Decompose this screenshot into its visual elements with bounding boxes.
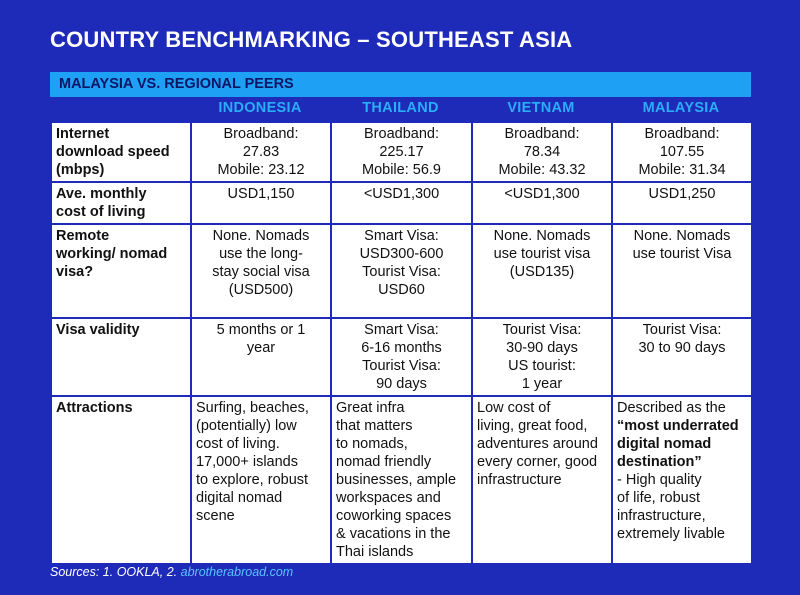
page-title: COUNTRY BENCHMARKING – SOUTHEAST ASIA	[50, 27, 573, 52]
row-label-cost-of-living: Ave. monthly cost of living	[51, 182, 191, 224]
sources-link[interactable]: abrotherabroad.com	[180, 565, 294, 579]
table-row-visa-validity	[51, 318, 752, 396]
table-row-internet-speed	[51, 122, 752, 182]
cell-thailand-cost: <USD1,300	[331, 182, 472, 224]
row-label-nomad-visa: Remote working/ nomad visa?	[51, 224, 191, 318]
cell-malaysia-attractions	[612, 396, 752, 564]
benchmark-table	[50, 121, 753, 565]
cell-vietnam-internet: Broadband: 78.34 Mobile: 43.32	[472, 122, 612, 182]
cell-indonesia-visa: None. Nomads use the long- stay social visa (USD500)	[191, 224, 331, 318]
row-label-visa-validity: Visa validity	[51, 318, 191, 396]
sources-prefix: Sources: 1. OOKLA, 2.	[50, 565, 181, 579]
malaysia-attraction-intro: Described as the	[617, 400, 726, 416]
cell-vietnam-visa: None. Nomads use tourist visa (USD135)	[472, 224, 612, 318]
cell-indonesia-attractions: Surfing, beaches, (potentially) low cost of living. 17,000+ islands to explore, robust digital nomad scene	[191, 396, 331, 564]
cell-thailand-visa: Smart Visa: USD300-600 Tourist Visa: USD60	[331, 224, 472, 318]
cell-malaysia-visa: None. Nomads use tourist Visa	[612, 224, 752, 318]
section-subtitle: MALAYSIA VS. REGIONAL PEERS	[50, 72, 751, 97]
row-label-internet-speed: Internet download speed (mbps)	[51, 122, 191, 182]
malaysia-attraction-highlight: “most underrated digital nomad destination”	[617, 418, 739, 470]
table-row-nomad-visa	[51, 224, 752, 318]
table-row-attractions	[51, 396, 752, 564]
cell-thailand-internet: Broadband: 225.17 Mobile: 56.9	[331, 122, 472, 182]
malaysia-attraction-rest: - High quality of life, robust infrastructure, extremely livable	[617, 472, 725, 542]
sources-footnote	[50, 565, 293, 579]
cell-thailand-attractions: Great infra that matters to nomads, nomad friendly businesses, ample workspaces and coworking spaces & vacations in the Thai islands	[331, 396, 472, 564]
cell-vietnam-cost: <USD1,300	[472, 182, 612, 224]
cell-thailand-validity: Smart Visa: 6-16 months Tourist Visa: 90 days	[331, 318, 472, 396]
cell-indonesia-internet: Broadband: 27.83 Mobile: 23.12	[191, 122, 331, 182]
cell-vietnam-validity: Tourist Visa: 30-90 days US tourist: 1 year	[472, 318, 612, 396]
column-header-thailand: THAILAND	[362, 100, 439, 116]
table-row-cost-of-living	[51, 182, 752, 224]
column-header-malaysia: MALAYSIA	[642, 100, 720, 116]
cell-malaysia-internet: Broadband: 107.55 Mobile: 31.34	[612, 122, 752, 182]
cell-malaysia-validity: Tourist Visa: 30 to 90 days	[612, 318, 752, 396]
cell-indonesia-cost: USD1,150	[191, 182, 331, 224]
column-header-indonesia: INDONESIA	[218, 100, 302, 116]
cell-indonesia-validity: 5 months or 1 year	[191, 318, 331, 396]
column-header-vietnam: VIETNAM	[507, 100, 575, 116]
cell-malaysia-cost: USD1,250	[612, 182, 752, 224]
cell-vietnam-attractions: Low cost of living, great food, adventures around every corner, good infrastructure	[472, 396, 612, 564]
row-label-attractions: Attractions	[51, 396, 191, 564]
